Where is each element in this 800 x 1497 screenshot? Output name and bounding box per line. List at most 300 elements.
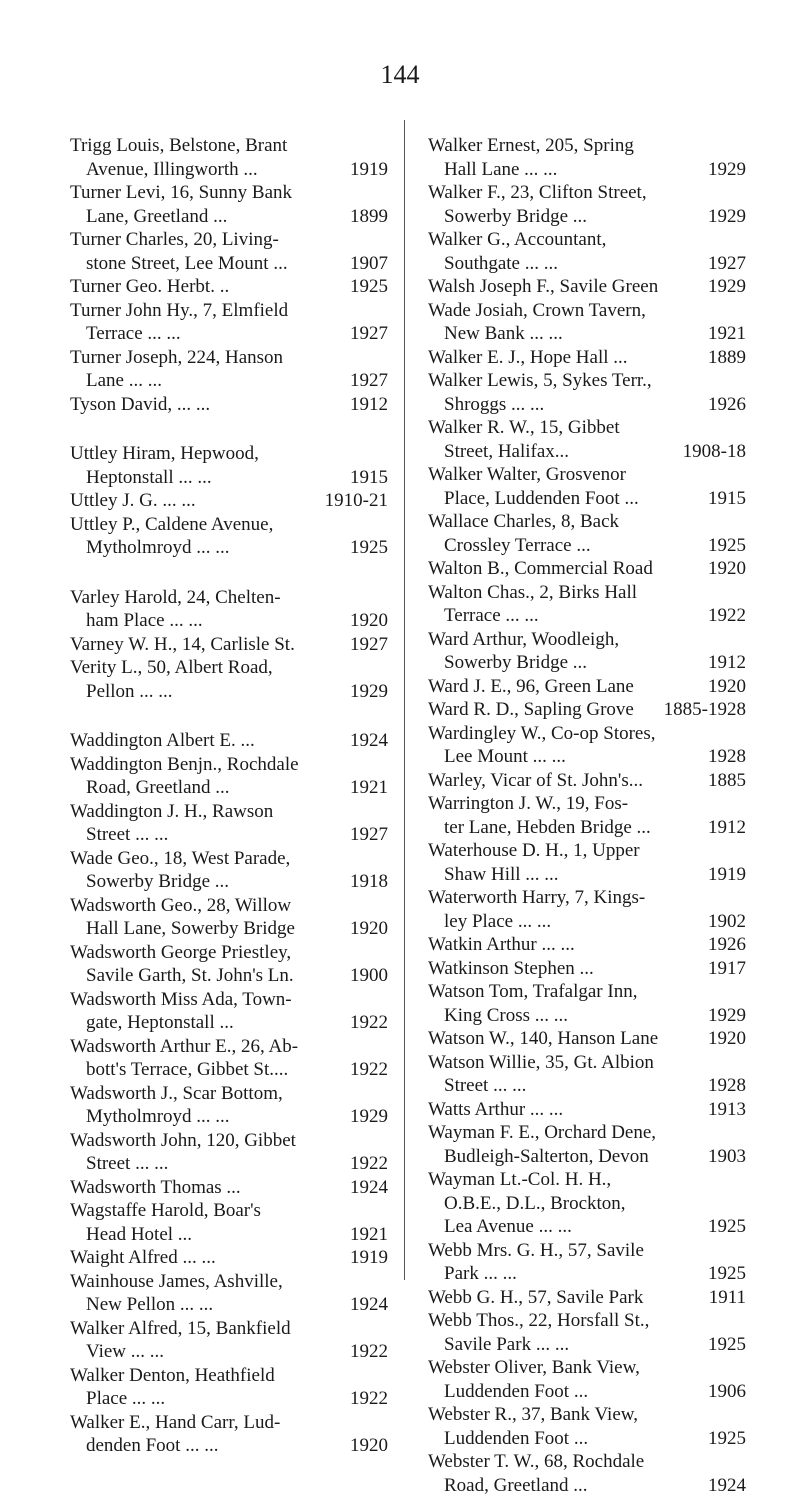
entry-text [428,1168,700,1239]
directory-entry [428,839,746,886]
entry-line: Wallace Charles, 8, Back [428,510,694,534]
entry-line: Shaw Hill ... ... [428,863,694,887]
directory-entry [70,800,388,847]
entry-text [428,1286,700,1310]
entry-line: Turner Geo. Herbt. .. [70,275,336,299]
directory-entry [428,228,746,275]
directory-entry [70,1270,388,1317]
entry-year: 1925 [342,536,388,560]
entry-text [70,988,342,1035]
entry-text [70,513,342,560]
entry-line: Lea Avenue ... ... [428,1215,694,1239]
entry-line: bott's Terrace, Gibbet St.... [70,1058,336,1082]
entry-line: Crossley Terrace ... [428,534,694,558]
entry-year: 1920 [342,609,388,633]
entry-year: 1921 [342,776,388,800]
entry-line: Savile Garth, St. John's Ln. [70,964,336,988]
entry-text [428,980,700,1027]
entry-year: 1919 [700,863,746,887]
directory-entry [428,1239,746,1286]
directory-entry [428,698,746,722]
entry-year: 1889 [700,346,746,370]
entry-year: 1924 [342,1176,388,1200]
directory-entry [428,957,746,981]
entry-text [70,729,342,753]
entry-line: Place, Luddenden Foot ... [428,487,694,511]
directory-entry [428,722,746,769]
entry-year: 1925 [700,534,746,558]
entry-year: 1918 [342,870,388,894]
entry-line: Hall Lane ... ... [428,158,694,182]
entry-year: 1929 [700,275,746,299]
entry-line: Lane, Greetland ... [70,205,336,229]
entry-year: 1929 [342,680,388,704]
directory-entry [70,1411,388,1458]
entry-text [428,792,700,839]
entry-text [70,1035,342,1082]
entry-text [70,1317,342,1364]
entry-line: Wainhouse James, Ashville, [70,1270,336,1294]
entry-line: Walker F., 23, Clifton Street, [428,181,694,205]
directory-entry [428,369,746,416]
entry-line: Varney W. H., 14, Carlisle St. [70,633,336,657]
directory-entry [428,1403,746,1450]
entry-line: Hall Lane, Sowerby Bridge [70,917,336,941]
entry-text [428,1309,700,1356]
entry-line: Ward J. E., 96, Green Lane [428,675,694,699]
entry-year: 1929 [700,158,746,182]
entry-text [428,1027,700,1051]
directory-entry [70,1082,388,1129]
entry-text [70,181,342,228]
entry-line: Walker G., Accountant, [428,228,694,252]
entry-line: Turner Joseph, 224, Hanson [70,346,336,370]
entry-line: Mytholmroyd ... ... [70,1105,336,1129]
directory-entry [428,134,746,181]
entry-year: 1926 [700,933,746,957]
entry-year: 1902 [700,910,746,934]
entry-line: Walker Lewis, 5, Sykes Terr., [428,369,694,393]
entry-line: Walsh Joseph F., Savile Green [428,275,694,299]
entry-line: Ward Arthur, Woodleigh, [428,628,694,652]
directory-entry [70,941,388,988]
directory-entry [428,299,746,346]
entry-year: 1920 [700,1027,746,1051]
entry-line: Road, Greetland ... [428,1474,694,1497]
entry-year: 1910-21 [325,489,388,513]
entry-line: Walker Alfred, 15, Bankfield [70,1317,336,1341]
entry-text [428,675,700,699]
entry-text [70,299,342,346]
entry-text [70,1411,342,1458]
entry-year: 1917 [700,957,746,981]
directory-entry [428,1121,746,1168]
entry-line: Watson Willie, 35, Gt. Albion [428,1051,694,1075]
directory-entry [428,1027,746,1051]
entry-line: Trigg Louis, Belstone, Brant [70,134,336,158]
entry-line: Wagstaffe Harold, Boar's [70,1199,336,1223]
directory-entry [428,346,746,370]
entry-line: Watts Arthur ... ... [428,1098,694,1122]
directory-entry [428,1286,746,1310]
entry-line: Varley Harold, 24, Chelten- [70,586,336,610]
entry-text [70,894,342,941]
entry-line: Webster R., 37, Bank View, [428,1403,694,1427]
directory-entry [70,299,388,346]
entry-text [428,957,700,981]
entry-year: 1907 [342,252,388,276]
entry-line: Avenue, Illingworth ... [70,158,336,182]
entry-line: Uttley P., Caldene Avenue, [70,513,336,537]
directory-entry [70,346,388,393]
entry-text [428,581,700,628]
entry-year: 1899 [342,205,388,229]
entry-line: Watson Tom, Trafalgar Inn, [428,980,694,1004]
entry-line: Walker Walter, Grosvenor [428,463,694,487]
entry-text [428,557,700,581]
entry-line: Terrace ... ... [70,322,336,346]
entry-line: Waddington Benjn., Rochdale [70,753,336,777]
entry-line: Wayman F. E., Orchard Dene, [428,1121,694,1145]
entry-line: Lee Mount ... ... [428,745,694,769]
entry-line: Walton B., Commercial Road [428,557,694,581]
entry-line: stone Street, Lee Mount ... [70,252,336,276]
entry-line: Wardingley W., Co-op Stores, [428,722,694,746]
directory-entry [428,275,746,299]
directory-entry [428,416,746,463]
entry-line: Webster T. W., 68, Rochdale [428,1450,694,1474]
entry-line: ter Lane, Hebden Bridge ... [428,816,694,840]
entry-line: Turner Levi, 16, Sunny Bank [70,181,336,205]
entry-line: Ward R. D., Sapling Grove [428,698,658,722]
entry-line: Warley, Vicar of St. John's... [428,769,694,793]
entry-line: Sowerby Bridge ... [70,870,336,894]
entry-year: 1920 [342,917,388,941]
entry-year: 1922 [342,1011,388,1035]
entry-line: Budleigh-Salterton, Devon [428,1145,694,1169]
entry-line: Street ... ... [428,1074,694,1098]
entry-text [70,800,342,847]
entry-text [428,346,700,370]
entry-year: 1913 [700,1098,746,1122]
entry-line: Savile Park ... ... [428,1333,694,1357]
entry-text [428,933,700,957]
entry-text [428,839,700,886]
entry-year: 1919 [342,158,388,182]
entry-text [428,1121,700,1168]
entry-line: ley Place ... ... [428,910,694,934]
entry-year: 1928 [700,745,746,769]
entry-year: 1924 [700,1474,746,1497]
entry-line: Waight Alfred ... ... [70,1246,336,1270]
entry-year: 1908-18 [683,440,746,464]
entry-line: King Cross ... ... [428,1004,694,1028]
entry-line: Luddenden Foot ... [428,1427,694,1451]
section-gap [70,560,388,586]
entry-line: Sowerby Bridge ... [428,651,694,675]
directory-entry [70,513,388,560]
directory-entry [428,1098,746,1122]
directory-entry [70,1246,388,1270]
entry-year: 1885-1928 [664,698,746,722]
entry-line: Webb Thos., 22, Horsfall St., [428,1309,694,1333]
entry-year: 1912 [700,651,746,675]
directory-entry [70,729,388,753]
entry-text [70,1364,342,1411]
directory-entry [70,275,388,299]
entry-year: 1921 [342,1223,388,1247]
entry-year: 1927 [342,823,388,847]
entry-year: 1929 [700,205,746,229]
entry-text [70,275,342,299]
entry-line: Wadsworth J., Scar Bottom, [70,1082,336,1106]
entry-line: Uttley Hiram, Hepwood, [70,442,336,466]
entry-line: Mytholmroyd ... ... [70,536,336,560]
entry-line: Wade Josiah, Crown Tavern, [428,299,694,323]
entry-year: 1927 [342,369,388,393]
entry-line: Uttley J. G. ... ... [70,489,319,513]
entry-text [70,489,325,513]
entry-line: Wadsworth Arthur E., 26, Ab- [70,1035,336,1059]
entry-year: 1922 [342,1152,388,1176]
entry-year: 1925 [700,1333,746,1357]
entry-year: 1922 [342,1058,388,1082]
entry-year: 1928 [700,1074,746,1098]
directory-entry [70,181,388,228]
entry-line: ham Place ... ... [70,609,336,633]
entry-line: Southgate ... ... [428,252,694,276]
entry-year: 1885 [700,769,746,793]
directory-entry [70,1035,388,1082]
directory-entry [70,1199,388,1246]
entry-text [70,1176,342,1200]
entry-year: 1922 [342,1387,388,1411]
entry-year: 1920 [342,1434,388,1458]
entry-line: Head Hotel ... [70,1223,336,1247]
directory-entry [428,980,746,1027]
entry-line: New Bank ... ... [428,322,694,346]
right-column [428,134,746,1497]
entry-text [70,753,342,800]
entry-year: 1929 [700,1004,746,1028]
entry-text [428,369,700,416]
entry-text [428,1098,700,1122]
directory-entry [70,1364,388,1411]
entry-year: 1911 [700,1286,746,1310]
entry-line: Street, Halifax... [428,440,677,464]
entry-line: Warrington J. W., 19, Fos- [428,792,694,816]
directory-entry [428,1051,746,1098]
directory-entry [428,463,746,510]
entry-line: Wadsworth Geo., 28, Willow [70,894,336,918]
entry-line: Park ... ... [428,1262,694,1286]
entry-year: 1929 [342,1105,388,1129]
entry-text [70,134,342,181]
entry-text [70,586,342,633]
directory-entry [70,393,388,417]
directory-section [428,134,746,1497]
directory-entry [428,886,746,933]
directory-entry [428,933,746,957]
entry-year: 1926 [700,393,746,417]
entry-year: 1922 [700,604,746,628]
entry-line: Sowerby Bridge ... [428,205,694,229]
entry-year: 1925 [700,1262,746,1286]
entry-line: Heptonstall ... ... [70,466,336,490]
entry-text [428,1239,700,1286]
entry-year: 1906 [700,1380,746,1404]
entry-year: 1920 [700,557,746,581]
entry-line: Webster Oliver, Bank View, [428,1356,694,1380]
entry-year: 1919 [342,1246,388,1270]
entry-line: Terrace ... ... [428,604,694,628]
directory-entry [428,1450,746,1497]
entry-line: Watson W., 140, Hanson Lane [428,1027,694,1051]
entry-text [428,181,700,228]
entry-year: 1927 [700,252,746,276]
entry-line: Turner Charles, 20, Living- [70,228,336,252]
entry-year: 1925 [700,1427,746,1451]
entry-text [70,847,342,894]
section-gap [70,416,388,442]
entry-line: Road, Greetland ... [70,776,336,800]
entry-text [428,463,700,510]
left-column [70,134,388,1458]
entry-line: Walker E., Hand Carr, Lud- [70,1411,336,1435]
directory-section [70,586,388,704]
directory-entry [70,1129,388,1176]
entry-line: Wadsworth John, 120, Gibbet [70,1129,336,1153]
entry-text [70,1270,342,1317]
directory-entry [428,1309,746,1356]
entry-line: Place ... ... [70,1387,336,1411]
entry-line: Walker Denton, Heathfield [70,1364,336,1388]
entry-text [428,510,700,557]
entry-year: 1921 [700,322,746,346]
entry-line: Wadsworth Thomas ... [70,1176,336,1200]
directory-entry [428,792,746,839]
entry-line: Waddington Albert E. ... [70,729,336,753]
entry-line: O.B.E., D.L., Brockton, [428,1192,694,1216]
directory-entry [70,894,388,941]
entry-line: View ... ... [70,1340,336,1364]
entry-line: Webb Mrs. G. H., 57, Savile [428,1239,694,1263]
entry-text [428,886,700,933]
entry-year: 1915 [342,466,388,490]
entry-line: Walker E. J., Hope Hall ... [428,346,694,370]
entry-text [70,1199,342,1246]
entry-text [428,275,700,299]
entry-line: Walker R. W., 15, Gibbet [428,416,677,440]
entry-year: 1903 [700,1145,746,1169]
entry-line: Walker Ernest, 205, Spring [428,134,694,158]
directory-entry [70,656,388,703]
entry-text [70,442,342,489]
entry-line: Street ... ... [70,823,336,847]
entry-line: denden Foot ... ... [70,1434,336,1458]
directory-entry [70,1317,388,1364]
entry-text [428,1403,700,1450]
directory-entry [428,1356,746,1403]
entry-text [428,722,700,769]
entry-line: Waddington J. H., Rawson [70,800,336,824]
entry-text [70,1082,342,1129]
entry-year: 1924 [342,729,388,753]
entry-line: Wade Geo., 18, West Parade, [70,847,336,871]
directory-entry [70,586,388,633]
entry-line: Street ... ... [70,1152,336,1176]
directory-entry [428,628,746,675]
entry-text [70,941,342,988]
entry-line: Wadsworth George Priestley, [70,941,336,965]
entry-text [428,1356,700,1403]
entry-line: Pellon ... ... [70,680,336,704]
entry-line: Watkin Arthur ... ... [428,933,694,957]
entry-text [70,346,342,393]
entry-line: Verity L., 50, Albert Road, [70,656,336,680]
entry-line: Turner John Hy., 7, Elmfield [70,299,336,323]
entry-year: 1912 [342,393,388,417]
entry-year: 1912 [700,816,746,840]
directory-entry [428,769,746,793]
directory-entry [428,510,746,557]
entry-year: 1920 [700,675,746,699]
entry-year: 1927 [342,322,388,346]
directory-entry [70,1176,388,1200]
entry-text [428,1051,700,1098]
entry-line: Luddenden Foot ... [428,1380,694,1404]
entry-line: Watkinson Stephen ... [428,957,694,981]
directory-section [70,442,388,560]
section-gap [70,703,388,729]
entry-line: New Pellon ... ... [70,1293,336,1317]
entry-text [428,134,700,181]
entry-line: Wayman Lt.-Col. H. H., [428,1168,694,1192]
entry-text [70,228,342,275]
entry-year: 1922 [342,1340,388,1364]
entry-line: Lane ... ... [70,369,336,393]
entry-text [70,656,342,703]
entry-year: 1925 [700,1215,746,1239]
entry-text [70,1129,342,1176]
entry-line: Waterworth Harry, 7, Kings- [428,886,694,910]
directory-entry [428,557,746,581]
directory-entry [70,633,388,657]
entry-line: gate, Heptonstall ... [70,1011,336,1035]
entry-line: Shroggs ... ... [428,393,694,417]
entry-year: 1924 [342,1293,388,1317]
entry-text [70,393,342,417]
entry-text [428,299,700,346]
entry-text [428,228,700,275]
directory-entry [428,181,746,228]
entry-line: Walton Chas., 2, Birks Hall [428,581,694,605]
directory-entry [428,581,746,628]
entry-line: Webb G. H., 57, Savile Park [428,1286,694,1310]
entry-year: 1900 [342,964,388,988]
entry-year: 1915 [700,487,746,511]
entry-text [70,1246,342,1270]
directory-entry [70,988,388,1035]
entry-text [428,769,700,793]
entry-text [428,628,700,675]
directory-entry [70,442,388,489]
entry-line: Waterhouse D. H., 1, Upper [428,839,694,863]
directory-entry [70,847,388,894]
directory-entry [428,675,746,699]
entry-text [428,416,683,463]
entry-line: Tyson David, ... ... [70,393,336,417]
